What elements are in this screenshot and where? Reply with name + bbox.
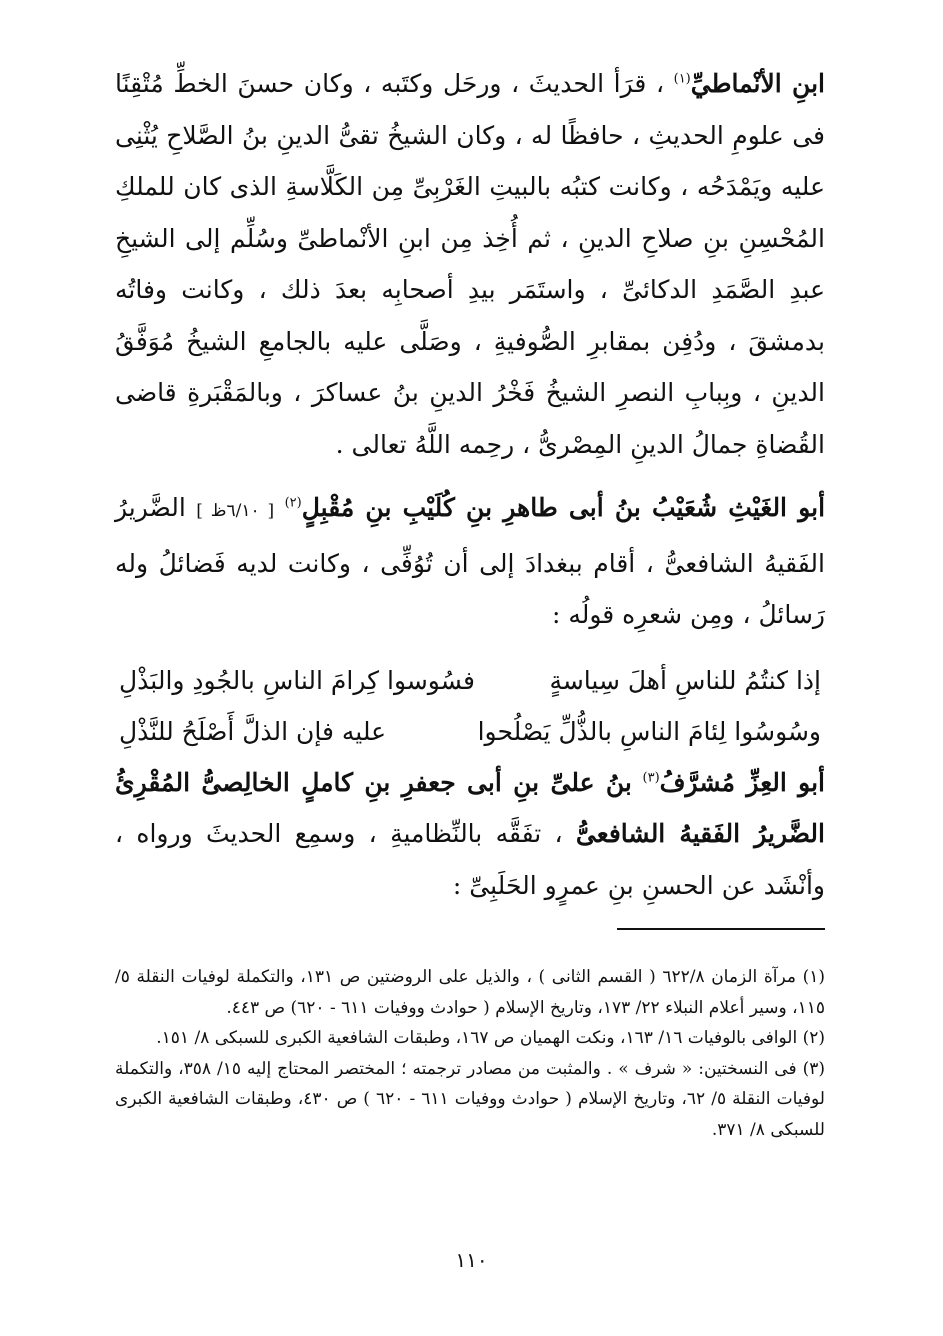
footnote-2: (٢) الوافى بالوفيات ١٦/ ١٦٣، ونكت الهميان ص ١٦٧، وطبقات الشافعية الكبرى للسبكى ٨/ ١٥١. (156, 1028, 825, 1049)
poem (115, 655, 825, 757)
entry-text: ، تفَقَّه بالنِّظاميةِ ، وسمِع الحديثَ ورواه ، وأنْشَد عن الحسنِ بنِ عمرٍو الحَلَبِىِّ : (115, 819, 825, 900)
footnote-marker: (١) (673, 71, 691, 87)
verse-first-hemistich: إذا كنتُمُ للناسِ أهلَ سِياسةٍ (549, 665, 821, 695)
entry-abu-al-izz (115, 757, 825, 912)
footnotes (115, 962, 825, 1146)
footnote-marker: (٣) (642, 770, 660, 786)
verse-second-hemistich: عليه فإن الذلَّ أَصْلَحُ للنَّذْلِ (119, 716, 387, 746)
footnote-1: (١) مرآة الزمان ٦٢٢/٨ ( القسم الثانى ) ، والذيل على الروضتين ص ١٣١، والتكملة لوفيات النقلة ٥/ ١١٥، وسير أعلام النبلاء ٢٢/ ١٧٣، وتاريخ الإسلام ( حوادث ووفيات ٦١١ - ٦٢٠) ص ٤٤٣. (115, 967, 825, 1018)
entry-abu-al-ghayth (115, 482, 825, 641)
verse-second-hemistich: فسُوسوا كِرامَ الناسِ بالجُودِ والبَذْلِ (119, 665, 475, 695)
entry-name: ابنِ الأنْماطيِّ (690, 69, 825, 98)
footnote-separator (617, 928, 825, 930)
verse-line (115, 655, 825, 706)
entry-name: أبو الغَيْثِ شُعَيْبُ بنُ أبى طاهرِ بنِ كُلَيْبِ بنِ مُقْبِلٍ (301, 493, 826, 522)
manuscript-folio-ref: [ ٦/١٠ظ ] (196, 501, 275, 521)
footnote-3: (٣) فى النسختين: « شرف » . والمثبت من مصادر ترجمته ؛ المختصر المحتاج إليه ١٥/ ٣٥٨، والتكملة لوفيات النقلة ٥/ ٦٢، وتاريخ الإسلام ( حوادث ووفيات ٦١١ - ٦٢٠ ) ص ٤٣٠، وطبقات الشافعية الكبرى للسبكى ٨/ ٣٧١. (115, 1058, 825, 1140)
footnote-marker: (٢) (284, 495, 302, 511)
main-text (115, 58, 825, 911)
entry-name-continued: بنُ علىِّ بنِ أبى جعفرِ بنِ كاملٍ الخالِصىُّ المُقْرِئُ الضَّريرُ الفَقيهُ الشافعىُّ (115, 767, 825, 848)
entry-text: ، قرَأ الحديثَ ، ورحَل وكتَبه ، وكان حسنَ الخطِّ مُتْقِنًا فى علومِ الحديثِ ، حافظًا له ، وكان الشيخُ تقىُّ الدينِ بنُ الصَّلاحِ يُثْنِى عليه ويَمْدَحُه ، وكانت كتبُه بالبيتِ الغَرْبِىِّ مِن الكَلَّاسةِ الذى كان للملكِ المُحْسِنِ بنِ صلاحِ الدينِ ، ثم أُخِذ مِن ابنِ الأنْماطىِّ وسُلِّم إلى الشيخِ عبدِ الصَّمَدِ الدكائىِّ ، واستَمَر بيدِ أصحابِه بعدَ ذلك ، وكانت وفاتُه بدمشقَ ، ودُفِن بمقابرِ الصُّوفيةِ ، وصَلَّى عليه بالجامعِ الشيخُ مُوَفَّقُ الدينِ ، وبِبابِ النصرِ الشيخُ فَخْرُ الدينِ بنُ عساكرَ ، وبالمَقْبَرةِ قاضى القُضاةِ جمالُ الدينِ المِصْرىُّ ، رحِمه اللَّهُ تعالى . (115, 69, 825, 459)
verse-first-hemistich: وسُوسُوا لِئامَ الناسِ بالذُّلِّ يَصْلُحوا (477, 716, 821, 746)
entry-ibn-al-anmati (115, 58, 825, 470)
entry-text: الضَّريرُ الفَقيهُ الشافعىُّ ، أقام ببغدادَ إلى أن تُوُفِّى ، وكانت لديه فَضائلُ وله رَسائلُ ، ومِن شعرِه قولُه : (115, 493, 825, 629)
page-number: ١١٠ (455, 1248, 488, 1272)
entry-name: أبو العِزِّ مُشرَّفُ (659, 767, 825, 797)
verse-line (115, 706, 825, 757)
